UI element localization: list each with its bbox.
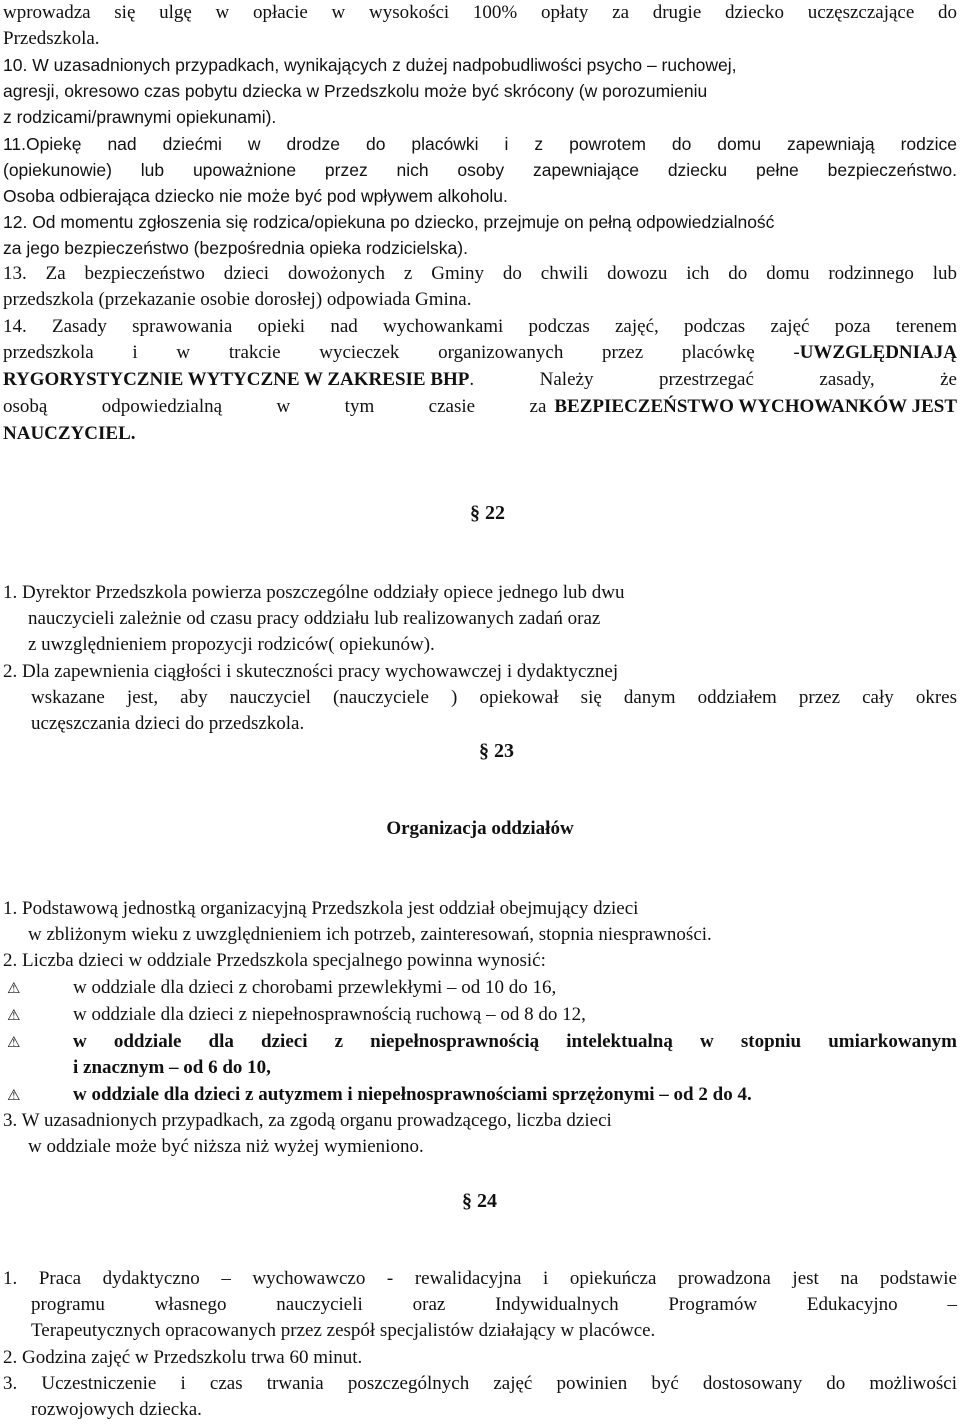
text-line: uczęszczania dzieci do przedszkola. [31,713,305,734]
list-item: w oddziale dla dzieci z autyzmem i niepełnosprawnościami sprzężonymi – od 2 do 4. [73,1084,752,1105]
text-line: 3. W uzasadnionych przypadkach, za zgodą organu prowadzącego, liczba dzieci [3,1110,612,1131]
section-title: Organizacja oddziałów [386,818,574,839]
text-line: agresji, okresowo czas pobytu dziecka w Przedszkolu może być skrócony (w porozumieniu [3,81,708,101]
text-line: 2. Liczba dzieci w oddziale Przedszkola specjalnego powinna wynosić: [3,950,546,971]
text-line [3,394,957,420]
text-line: (opiekunowie) lub upoważnione przez nich osoby zapewniające dziecku pełne bezpieczeństwo. [3,160,957,180]
item-12-line: 12. Od momentu zgłoszenia się rodzica/opiekuna po dziecko, przejmuje on pełną odpowiedzialność [3,212,775,232]
text-line: nauczycieli zależnie od czasu pracy oddziału lub realizowanych zadań oraz [28,608,601,629]
list-item: w oddziale dla dzieci z niepełnosprawnością ruchową – od 8 do 12, [73,1004,586,1025]
section-heading: § 23 [479,740,514,762]
text-line: Osoba odbierająca dziecko nie może być pod wpływem alkoholu. [3,186,508,206]
list-item: w oddziale dla dzieci z niepełnosprawnością intelektualną w stopniu umiarkowanym [73,1031,957,1052]
warning-bullet-icon: ⚠ [7,1086,21,1104]
warning-bullet-icon: ⚠ [7,1006,21,1024]
text-line: wprowadza się ulgę w opłacie w wysokości 100% opłaty za drugie dziecko uczęszczające do [3,2,957,23]
section-heading: § 22 [470,502,505,524]
text-line: w oddziale może być niższa niż wyżej wymieniono. [28,1136,424,1157]
item-13-line: 13. Za bezpieczeństwo dzieci dowożonych z Gminy do chwili dowozu ich do domu rodzinnego lub [3,263,957,284]
text-line: 3. Uczestniczenie i czas trwania poszczególnych zajęć powinien być dostosowany do możliwości [3,1373,957,1394]
text-line: 1. Dyrektor Przedszkola powierza poszczególne oddziały opiece jednego lub dwu [3,582,625,603]
bold-text: BEZPIECZEŃSTWO WYCHOWANKÓW JEST [554,396,957,417]
text-line: rozwojowych dziecka. [31,1399,202,1420]
text-span: osobą odpowiedzialną w tym czasie za [3,396,547,417]
section-heading: § 24 [462,1190,497,1212]
item-11-line: 11.Opiekę nad dziećmi w drodze do placówki i z powrotem do domu zapewniają rodzice [3,134,957,154]
text-line: Terapeutycznych opracowanych przez zespół specjalistów działający w placówce. [31,1320,656,1341]
text-line [3,340,957,366]
text-line: programu własnego nauczycieli oraz Indywidualnych Programów Edukacyjno – [31,1294,957,1315]
list-item: w oddziale dla dzieci z chorobami przewlekłymi – od 10 do 16, [73,977,557,998]
bold-text: RYGORYSTYCZNIE WYTYCZNE W ZAKRESIE BHP [3,369,470,390]
text-line [3,367,957,393]
warning-bullet-icon: ⚠ [7,979,21,997]
text-line: z rodzicami/prawnymi opiekunami). [3,107,277,127]
text-span: . Należy przestrzegać zasady, że [469,369,957,390]
bold-text: UWZGLĘDNIAJĄ [799,342,957,363]
warning-bullet-icon: ⚠ [7,1033,21,1051]
item-14-line: 14. Zasady sprawowania opieki nad wychowankami podczas zajęć, podczas zajęć poza terenem [3,316,957,337]
item-10-line: 10. W uzasadnionych przypadkach, wynikających z dużej nadpobudliwości psycho – ruchowej, [3,55,737,75]
text-line: wskazane jest, aby nauczyciel (nauczyciele ) opiekował się danym oddziałem przez cały okres [31,687,957,708]
text-line: z uwzględnieniem propozycji rodziców( opiekunów). [28,634,435,655]
text-line: przedszkola (przekazanie osobie dorosłej) odpowiada Gmina. [3,289,472,310]
text-line: za jego bezpieczeństwo (bezpośrednia opieka rodzicielska). [3,238,468,258]
text-line: 1. Podstawową jednostką organizacyjną Przedszkola jest oddział obejmujący dzieci [3,898,639,919]
text-span: przedszkola i w trakcie wycieczek organizowanych przez placówkę - [3,342,800,363]
text-line: 2. Dla zapewnienia ciągłości i skuteczności pracy wychowawczej i dydaktycznej [3,661,619,682]
text-line: 1. Praca dydaktyczno – wychowawczo - rewalidacyjna i opiekuńcza prowadzona jest na podstawie [3,1268,957,1289]
bold-text: NAUCZYCIEL. [3,423,136,444]
text-line: w zbliżonym wieku z uwzględnieniem ich potrzeb, zainteresowań, stopnia niesprawności. [28,924,712,945]
list-item-continued: i znacznym – od 6 do 10, [73,1057,271,1078]
text-line: Przedszkola. [3,28,100,49]
text-line: 2. Godzina zajęć w Przedszkolu trwa 60 minut. [3,1347,363,1368]
